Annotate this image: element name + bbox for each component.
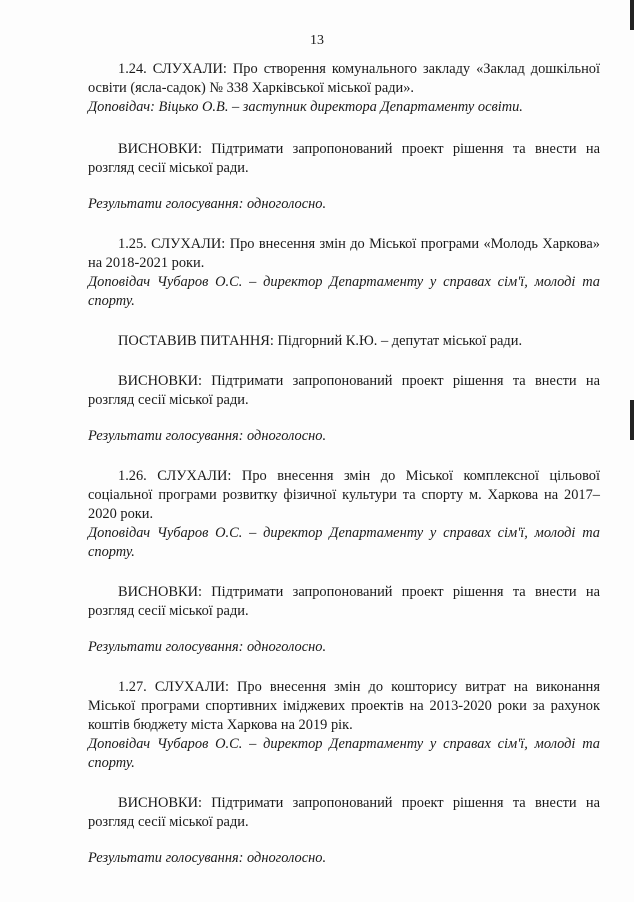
conclusion-paragraph: ВИСНОВКИ: Підтримати запропонований проект рішення та внести на розгляд сесії міської ради. [88, 141, 600, 176]
reporter-line: Доповідач Чубаров О.С. – директор Департаменту у справах сім'ї, молоді та спорту. [88, 736, 600, 771]
agenda-item-1-25 [88, 235, 600, 446]
agenda-item-1-27 [88, 678, 600, 868]
reporter-line: Доповідач Чубаров О.С. – директор Департаменту у справах сім'ї, молоді та спорту. [88, 525, 600, 560]
conclusion-paragraph: ВИСНОВКИ: Підтримати запропонований проект рішення та внести на розгляд сесії міської ради. [88, 584, 600, 619]
voting-result: Результати голосування: одноголосно. [88, 639, 327, 655]
reporter-line: Доповідач: Віцько О.В. – заступник директора Департаменту освіти. [88, 99, 523, 115]
heard-paragraph: 1.25. СЛУХАЛИ: Про внесення змін до Міської програми «Молодь Харкова» на 2018-2021 роки. [88, 236, 600, 271]
heard-paragraph: 1.24. СЛУХАЛИ: Про створення комунального закладу «Заклад дошкільної освіти (ясла-садок) № 338 Харківської міської ради». [88, 61, 600, 96]
heard-paragraph: 1.27. СЛУХАЛИ: Про внесення змін до кошторису витрат на виконання Міської програми спортивних іміджевих проектів на 2013-2020 роки за рахунок коштів бюджету міста Харкова на 2019 рік. [88, 679, 600, 733]
voting-result: Результати голосування: одноголосно. [88, 196, 327, 212]
voting-result: Результати голосування: одноголосно. [88, 428, 327, 444]
reporter-line: Доповідач Чубаров О.С. – директор Департаменту у справах сім'ї, молоді та спорту. [88, 274, 600, 309]
question-paragraph: ПОСТАВИВ ПИТАННЯ: Підгорний К.Ю. – депутат міської ради. [118, 333, 523, 349]
agenda-item-1-24 [88, 60, 600, 214]
conclusion-paragraph: ВИСНОВКИ: Підтримати запропонований проект рішення та внести на розгляд сесії міської ради. [88, 373, 600, 408]
agenda-item-1-26 [88, 467, 600, 657]
minutes-content [88, 60, 600, 868]
page-number: 13 [310, 33, 324, 48]
scan-edge-mark [630, 400, 634, 440]
heard-paragraph: 1.26. СЛУХАЛИ: Про внесення змін до Міської комплексної цільової соціальної програми розвитку фізичної культури та спорту м. Харкова на 2017–2020 роки. [88, 468, 600, 522]
voting-result: Результати голосування: одноголосно. [88, 850, 327, 866]
conclusion-paragraph: ВИСНОВКИ: Підтримати запропонований проект рішення та внести на розгляд сесії міської ради. [88, 795, 600, 830]
scan-edge-mark [630, 0, 634, 30]
